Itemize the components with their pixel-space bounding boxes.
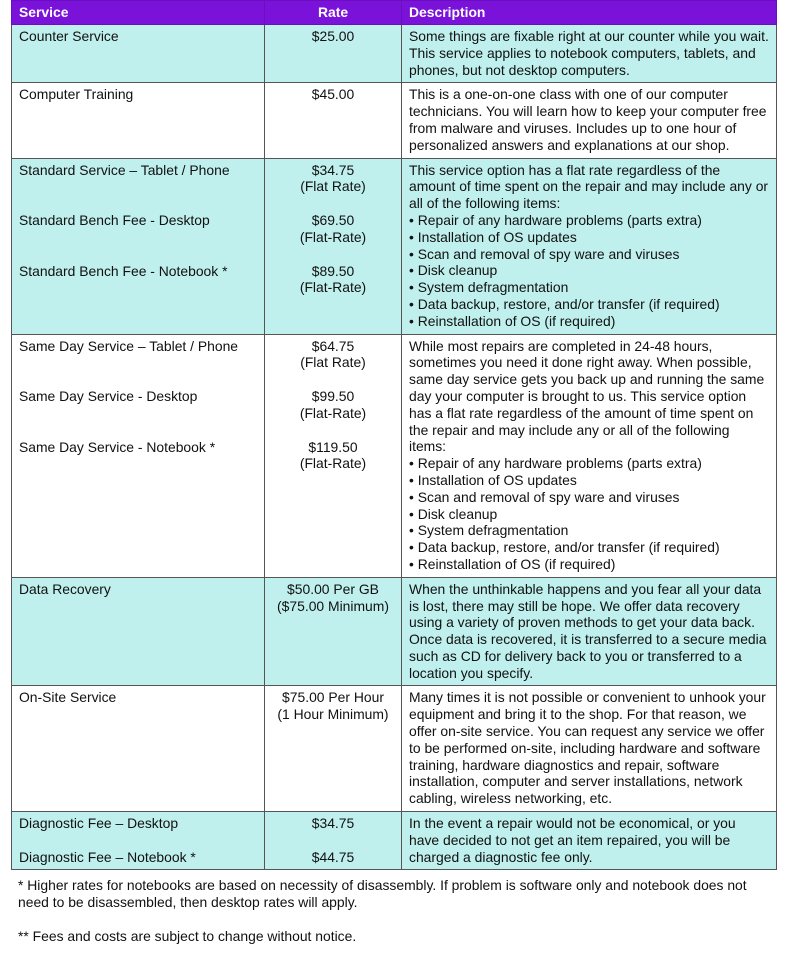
table-row xyxy=(12,25,777,83)
rate-entry xyxy=(272,849,394,866)
included-items-list xyxy=(409,212,769,330)
service-name: Diagnostic Fee – Desktop xyxy=(19,815,179,832)
rate-entry xyxy=(272,263,394,297)
list-item: • Data backup, restore, and/or transfer (if required) xyxy=(409,296,769,313)
description-cell xyxy=(402,158,777,334)
rate-amount: $50.00 Per GB xyxy=(287,580,379,597)
rate-column-header: Rate xyxy=(265,1,402,25)
rate-amount: $45.00 xyxy=(311,86,355,103)
rate-note: (Flat Rate) xyxy=(300,354,366,371)
service-price-table xyxy=(11,0,777,870)
rate-amount: $75.00 Per Hour xyxy=(282,689,384,706)
service-name: Same Day Service - Desktop xyxy=(19,388,198,405)
footnote-fees-change: ** Fees and costs are subject to change without notice. xyxy=(18,928,357,944)
rate-amount: $34.75 xyxy=(311,161,355,178)
rate-amount: $99.50 xyxy=(311,388,355,405)
description-text: Some things are fixable right at our counter while you wait. This service applies to notebook computers, tablets, and phones, but not desktop computers. xyxy=(409,28,769,78)
description-cell xyxy=(402,577,777,686)
service-name: Standard Bench Fee - Desktop xyxy=(19,212,210,229)
list-item: • Data backup, restore, and/or transfer (if required) xyxy=(409,539,769,556)
rate-cell xyxy=(265,83,402,158)
rate-amount: $89.50 xyxy=(311,262,355,279)
description-cell xyxy=(402,25,777,83)
service-name: Computer Training xyxy=(19,86,134,103)
rate-cell xyxy=(265,334,402,577)
description-column-header: Description xyxy=(402,1,777,25)
rate-cell xyxy=(265,577,402,686)
service-name: Data Recovery xyxy=(19,580,111,597)
rate-note: (Flat-Rate) xyxy=(299,455,367,472)
table-row xyxy=(12,158,777,334)
list-item: • Disk cleanup xyxy=(409,506,769,523)
rate-note: ($75.00 Minimum) xyxy=(277,597,389,614)
rate-note: (Flat-Rate) xyxy=(299,404,367,421)
service-cell xyxy=(12,334,265,577)
description-text: This is a one-on-one class with one of our computer technicians. You will learn how to keep your computer free from malware and viruses. Includes up to one hour of personalized answers and explanations at our shop. xyxy=(409,86,767,153)
rate-amount: $25.00 xyxy=(311,28,355,44)
service-cell xyxy=(12,812,265,870)
rate-amount: $119.50 xyxy=(308,438,358,455)
rate-note: (Flat-Rate) xyxy=(299,228,367,245)
rate-note: (Flat-Rate) xyxy=(299,279,367,296)
list-item: • System defragmentation xyxy=(409,279,769,296)
table-body xyxy=(12,25,777,870)
included-items-list xyxy=(409,455,769,573)
rate-cell xyxy=(265,812,402,870)
description-text: In the event a repair would not be economical, or you have decided to not get an item repaired, you will be charged a diagnostic fee only. xyxy=(409,815,736,865)
rate-entry xyxy=(272,581,394,615)
rate-entry xyxy=(272,212,394,263)
rate-entry xyxy=(272,162,394,213)
rate-entry xyxy=(272,86,394,103)
table-row xyxy=(12,812,777,870)
service-name: Diagnostic Fee – Notebook * xyxy=(19,848,196,865)
list-item: • Disk cleanup xyxy=(409,262,769,279)
description-text: When the unthinkable happens and you fear all your data is lost, there may still be hope. We offer data recovery using a variety of proven methods to get your data back. Once data is recovered, it is transferred to a secure media such as CD for delivery back to you or transferred to a location you specify. xyxy=(409,580,767,681)
table-row xyxy=(12,83,777,158)
service-name: Same Day Service – Tablet / Phone xyxy=(19,337,239,354)
service-name: Counter Service xyxy=(19,28,119,44)
list-item: • Scan and removal of spy ware and viruses xyxy=(409,489,769,506)
table-header-row xyxy=(12,1,777,25)
table-row xyxy=(12,334,777,577)
description-text: While most repairs are completed in 24-48 hours, sometimes you need it done right away. When possible, same day service gets you back up and running the same day your computer is brought to us. This service option has a flat rate regardless of the amount of time spent on the repair and may include any or all of the following items: xyxy=(409,337,765,455)
rate-note: (1 Hour Minimum) xyxy=(277,706,389,723)
list-item: • Repair of any hardware problems (parts extra) xyxy=(409,212,769,229)
description-cell xyxy=(402,686,777,812)
rate-entry xyxy=(272,815,394,849)
service-cell xyxy=(12,25,265,83)
rate-entry xyxy=(272,338,394,389)
list-item: • Installation of OS updates xyxy=(409,229,769,246)
rate-entry xyxy=(272,439,394,473)
rate-amount: $64.75 xyxy=(311,337,355,354)
service-cell xyxy=(12,577,265,686)
table-row xyxy=(12,686,777,812)
description-text: This service option has a flat rate regardless of the amount of time spent on the repair and may include any or all of the following items: xyxy=(409,161,769,212)
list-item: • Reinstallation of OS (if required) xyxy=(409,313,769,330)
rate-entry xyxy=(272,388,394,439)
table-row xyxy=(12,577,777,686)
rate-cell xyxy=(265,25,402,83)
service-cell xyxy=(12,83,265,158)
description-text: Many times it is not possible or convenient to unhook your equipment and bring it to the shop. For that reason, we offer on-site service. You can request any service we offer to be performed on-site, including hardware and software training, hardware diagnostics and repair, software installation, computer and server installations, network cabling, wireless networking, etc. xyxy=(409,689,766,807)
list-item: • Reinstallation of OS (if required) xyxy=(409,556,769,573)
description-cell xyxy=(402,83,777,158)
rate-entry xyxy=(272,689,394,723)
service-column-header: Service xyxy=(12,1,265,25)
list-item: • Scan and removal of spy ware and viruses xyxy=(409,246,769,263)
rate-entry xyxy=(272,28,394,45)
rate-note: (Flat Rate) xyxy=(300,178,366,195)
service-name: Same Day Service - Notebook * xyxy=(19,438,216,455)
footnote-notebook-rates: * Higher rates for notebooks are based on necessity of disassembly. If problem is software only and notebook does not need to be disassembled, then desktop rates will apply. xyxy=(18,877,747,910)
rate-amount: $44.75 xyxy=(311,848,355,865)
list-item: • System defragmentation xyxy=(409,522,769,539)
service-cell xyxy=(12,686,265,812)
service-cell xyxy=(12,158,265,334)
service-name: Standard Service – Tablet / Phone xyxy=(19,161,230,178)
service-name: On-Site Service xyxy=(19,689,117,706)
list-item: • Repair of any hardware problems (parts extra) xyxy=(409,455,769,472)
service-name: Standard Bench Fee - Notebook * xyxy=(19,262,228,279)
rate-amount: $34.75 xyxy=(311,815,355,832)
description-cell xyxy=(402,334,777,577)
description-cell xyxy=(402,812,777,870)
rate-cell xyxy=(265,686,402,812)
rate-cell xyxy=(265,158,402,334)
list-item: • Installation of OS updates xyxy=(409,472,769,489)
rate-amount: $69.50 xyxy=(311,212,355,229)
